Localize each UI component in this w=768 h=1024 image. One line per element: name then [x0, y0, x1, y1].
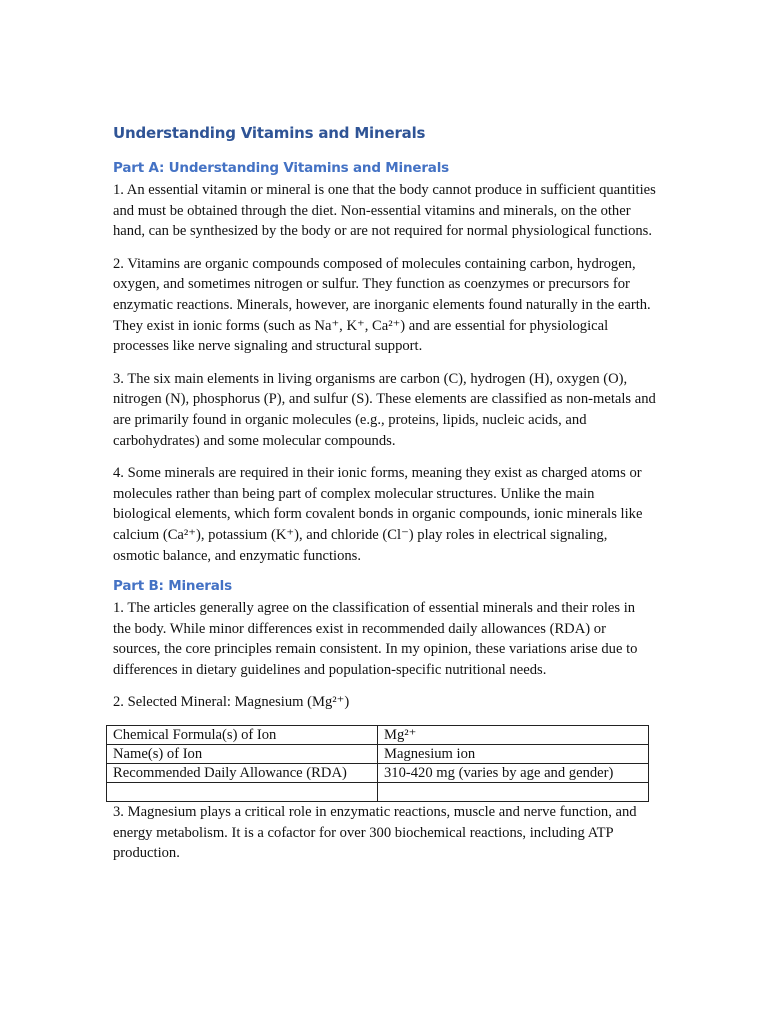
document-page — [113, 124, 656, 876]
part-a-paragraph-4: 4. Some minerals are required in their ionic forms, meaning they exist as charged atoms or molecules rather than being part of complex molecular structures. Unlike the main biological elements, which form covalent bonds in organic compounds, ionic minerals like calcium (Ca²⁺), potassium (K⁺), and chloride (Cl⁻) play roles in electrical signaling, osmotic balance, and enzymatic functions. — [113, 465, 643, 564]
part-b-paragraph-1: 1. The articles generally agree on the classification of essential minerals and their roles in the body. While minor differences exist in recommended daily allowances (RDA) or sources, the core principles remain consistent. In my opinion, these variations arise due to differences in dietary guidelines and population-specific nutritional needs. — [113, 600, 638, 678]
table-cell — [378, 783, 649, 802]
part-a-paragraph-1: 1. An essential vitamin or mineral is one that the body cannot produce in sufficient quantities and must be obtained through the diet. Non-essential vitamins and minerals, on the other hand, can be synthesized by the body or are not required for normal physiological functions. — [113, 182, 656, 240]
table-cell: Chemical Formula(s) of Ion — [107, 726, 378, 745]
table-row — [107, 745, 649, 764]
table-cell: Recommended Daily Allowance (RDA) — [107, 764, 378, 783]
table-cell — [107, 783, 378, 802]
part-b-paragraph-2: 2. Selected Mineral: Magnesium (Mg²⁺) — [113, 694, 350, 711]
mineral-table — [106, 725, 649, 802]
table-cell: Name(s) of Ion — [107, 745, 378, 764]
part-b-heading: Part B: Minerals — [113, 578, 232, 595]
part-a-paragraph-3: 3. The six main elements in living organisms are carbon (C), hydrogen (H), oxygen (O), nitrogen (N), phosphorus (P), and sulfur (S). These elements are classified as non-metals and are primarily found in organic molecules (e.g., proteins, lipids, nucleic acids, and carbohydrates) and some molecular compounds. — [113, 370, 656, 449]
table-cell: Magnesium ion — [378, 745, 649, 764]
table-row — [107, 783, 649, 802]
table-row — [107, 726, 649, 745]
document-title: Understanding Vitamins and Minerals — [113, 124, 426, 142]
table-cell: 310-420 mg (varies by age and gender) — [378, 764, 649, 783]
part-a-heading: Part A: Understanding Vitamins and Minerals — [113, 160, 449, 176]
part-b-paragraph-3: 3. Magnesium plays a critical role in enzymatic reactions, muscle and nerve function, and energy metabolism. It is a cofactor for over 300 biochemical reactions, including ATP production. — [113, 804, 637, 862]
table-row — [107, 764, 649, 783]
table-cell: Mg²⁺ — [378, 726, 649, 745]
part-a-paragraph-2: 2. Vitamins are organic compounds composed of molecules containing carbon, hydrogen, oxygen, and sometimes nitrogen or sulfur. They function as coenzymes or precursors for enzymatic reactions. Minerals, however, are inorganic elements found naturally in the earth. They exist in ionic forms (such as Na⁺, K⁺, Ca²⁺) and are essential for physiological processes like nerve signaling and structural support. — [113, 255, 651, 355]
